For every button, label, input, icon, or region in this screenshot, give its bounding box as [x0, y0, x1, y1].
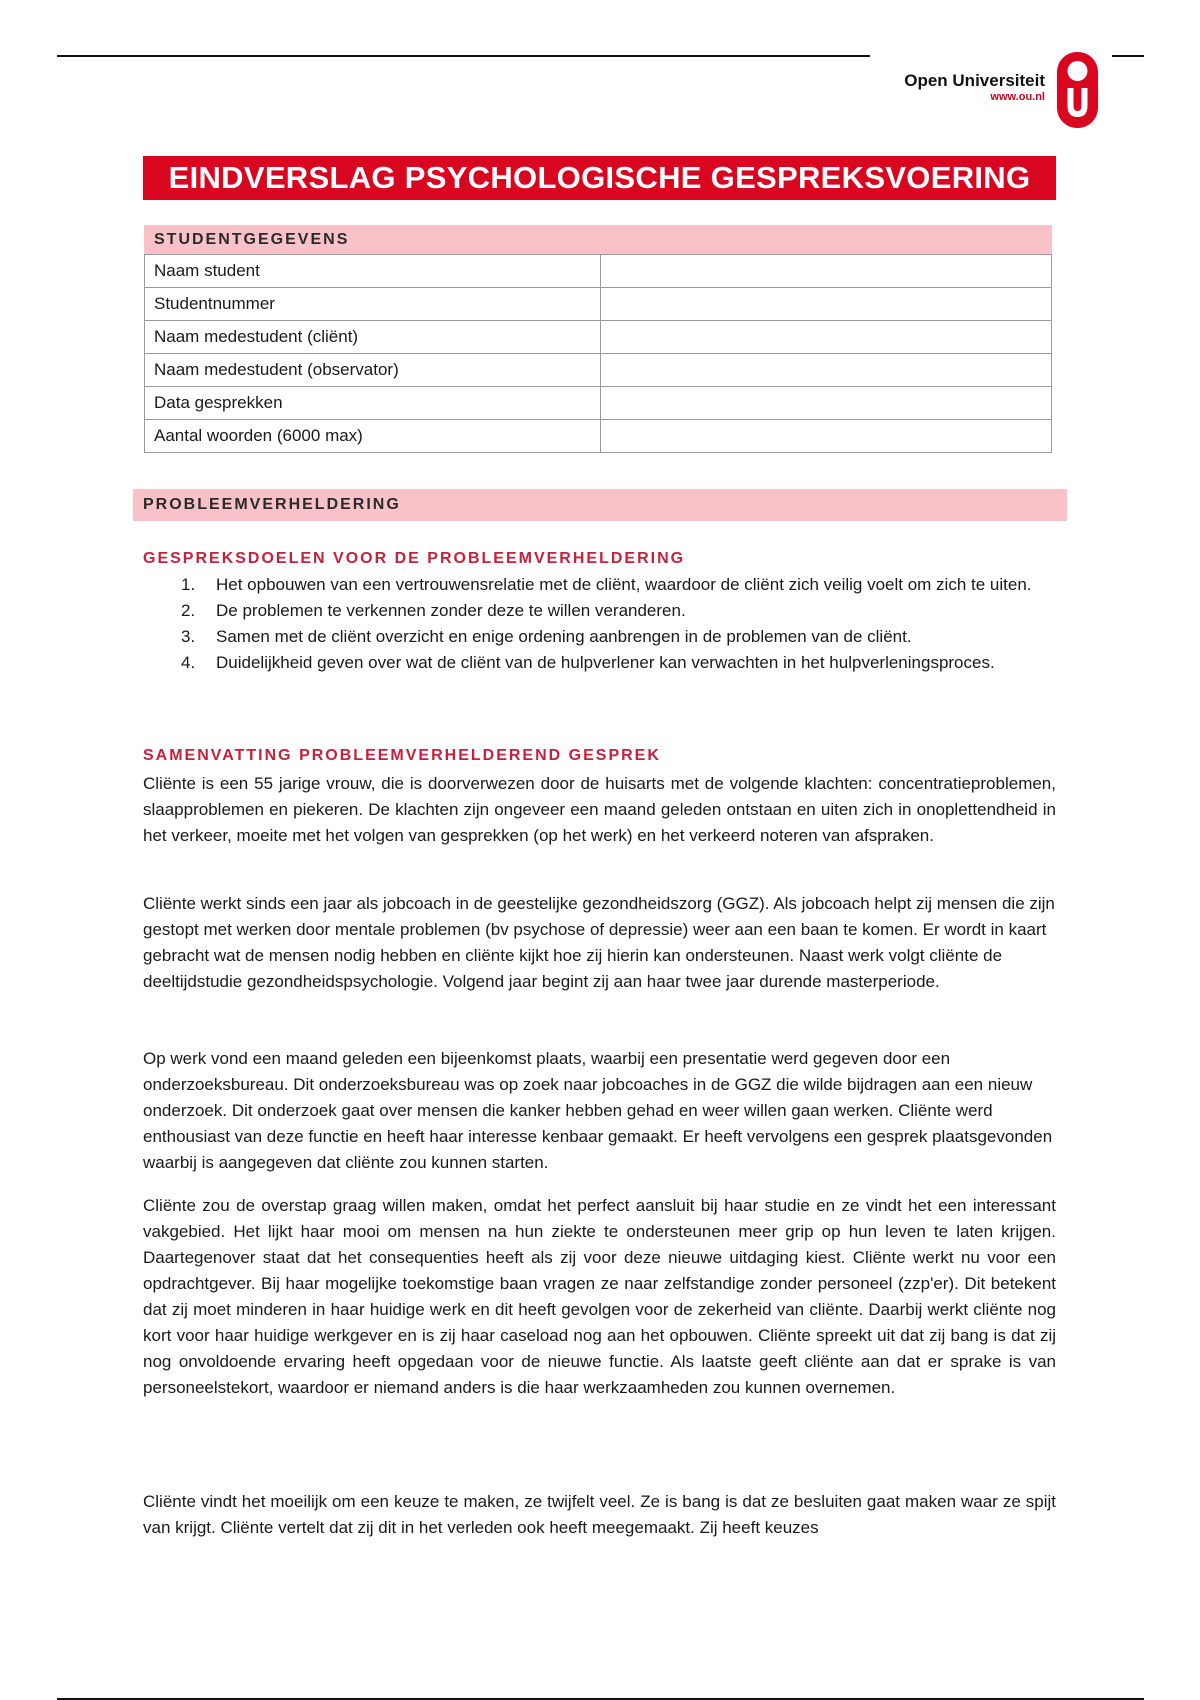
summary-paragraph: Cliënte werkt sinds een jaar als jobcoach in de geestelijke gezondheidszorg (GGZ). Als jobcoach helpt zij mensen die zijn gestopt met werken door mentale problemen (bv psychose of depressie) weer aan een baan te komen. Er wordt in kaart gebracht wat de mensen nodig hebben en cliënte kijkt hoe zij hierin kan ondersteunen. Naast werk volgt cliënte de deeltijdstudie gezondheidspsychologie. Volgend jaar begint zij aan haar twee jaar durende masterperiode.: [143, 894, 1055, 991]
summary-paragraph: Op werk vond een maand geleden een bijeenkomst plaats, waarbij een presentatie werd gegeven door een onderzoeksbureau. Dit onderzoeksbureau was op zoek naar jobcoaches in de GGZ die wilde bijdragen aan een nieuw onderzoek. Dit onderzoek gaat over mensen die kanker hebben gehad en weer willen gaan werken. Cliënte werd enthousiast van deze functie en heeft haar interesse kenbaar gemaakt. Er heeft vervolgens een gesprek plaatsgevonden waarbij is aangegeven dat cliënte zou kunnen starten.: [143, 1049, 1053, 1172]
list-number: 3.: [181, 627, 196, 646]
table-row: [145, 420, 1052, 453]
field-value[interactable]: [601, 288, 1052, 321]
field-value[interactable]: [601, 354, 1052, 387]
ou-logo-icon: [1055, 50, 1100, 130]
brand-block: [904, 71, 1045, 104]
list-text: Samen met de cliënt overzicht en enige ordening aanbrengen in de problemen van de cliënt.: [216, 627, 912, 646]
list-item: [143, 572, 1056, 598]
list-text: De problemen te verkennen zonder deze te willen veranderen.: [216, 601, 686, 620]
field-label: Data gesprekken: [145, 387, 601, 420]
brand-url: www.ou.nl: [990, 91, 1045, 103]
list-text: Het opbouwen van een vertrouwensrelatie met de cliënt, waardoor de cliënt zich veilig voelt om zich te uiten.: [216, 575, 1032, 594]
field-value[interactable]: [601, 321, 1052, 354]
field-value[interactable]: [601, 420, 1052, 453]
table-row: [145, 255, 1052, 288]
list-item: [143, 598, 1056, 624]
list-number: 1.: [181, 575, 196, 594]
table-row: [145, 288, 1052, 321]
section-heading-student: STUDENTGEGEVENS: [144, 225, 1052, 254]
list-number: 4.: [181, 653, 196, 672]
section-heading-probleem: PROBLEEMVERHELDERING: [133, 489, 1067, 521]
field-label: Naam medestudent (cliënt): [145, 321, 601, 354]
field-label: Naam medestudent (observator): [145, 354, 601, 387]
list-item: [143, 650, 1056, 676]
list-text: Duidelijkheid geven over wat de cliënt van de hulpverlener kan verwachten in het hulpverleningsproces.: [216, 653, 995, 672]
header-rule-left: [57, 55, 870, 57]
goals-heading: GESPREKSDOELEN VOOR DE PROBLEEMVERHELDERING: [143, 550, 686, 567]
table-row: [145, 321, 1052, 354]
summary-paragraph: Cliënte is een 55 jarige vrouw, die is doorverwezen door de huisarts met de volgende klachten: concentratieproblemen, slaapproblemen en piekeren. De klachten zijn ongeveer een maand geleden ontstaan en uiten zich in onoplettendheid in het verkeer, moeite met het volgen van gesprekken (op het werk) en het verkeerd noteren van afspraken.: [143, 774, 1056, 845]
field-value[interactable]: [601, 387, 1052, 420]
document-title: EINDVERSLAG PSYCHOLOGISCHE GESPREKSVOERING: [143, 156, 1056, 200]
summary-paragraph: Cliënte zou de overstap graag willen maken, omdat het perfect aansluit bij haar studie en ze vindt het een interessant vakgebied. Het lijkt haar mooi om mensen na hun ziekte te ondersteunen meer grip op hun leven te laten krijgen. Daartegenover staat dat het consequenties heeft als zij voor deze nieuwe uitdaging kiest. Cliënte werkt nu voor een opdrachtgever. Bij haar mogelijke toekomstige baan vragen ze naar zelfstandige zonder personeel (zzp'er). Dit betekent dat zij moet minderen in haar huidige werk en dit heeft gevolgen voor de zekerheid van cliënte. Daarbij werkt cliënte nog kort voor haar huidige werkgever en is zij haar caseload nog aan het opbouwen. Cliënte spreekt uit dat zij bang is dat zij nog onvoldoende ervaring heeft opgedaan voor de nieuwe functie. Als laatste geeft cliënte aan dat er sprake is van personeelstekort, waardoor er niemand anders is die haar werkzaamheden zou kunnen overnemen.: [143, 1196, 1056, 1397]
field-value[interactable]: [601, 255, 1052, 288]
table-row: [145, 387, 1052, 420]
header-rule-right: [1112, 55, 1144, 57]
goals-list: [143, 572, 1056, 676]
brand-name: Open Universiteit: [904, 71, 1045, 90]
summary-heading: SAMENVATTING PROBLEEMVERHELDEREND GESPREK: [143, 747, 661, 764]
field-label: Studentnummer: [145, 288, 601, 321]
summary-paragraph: Cliënte vindt het moeilijk om een keuze te maken, ze twijfelt veel. Ze is bang is dat ze besluiten gaat maken waar ze spijt van krijgt. Cliënte vertelt dat zij dit in het verleden ook heeft meegemaakt. Zij heeft keuzes: [143, 1492, 1056, 1537]
field-label: Naam student: [145, 255, 601, 288]
field-label: Aantal woorden (6000 max): [145, 420, 601, 453]
table-row: [145, 354, 1052, 387]
list-number: 2.: [181, 601, 196, 620]
list-item: [143, 624, 1056, 650]
student-details-table: [144, 254, 1052, 453]
